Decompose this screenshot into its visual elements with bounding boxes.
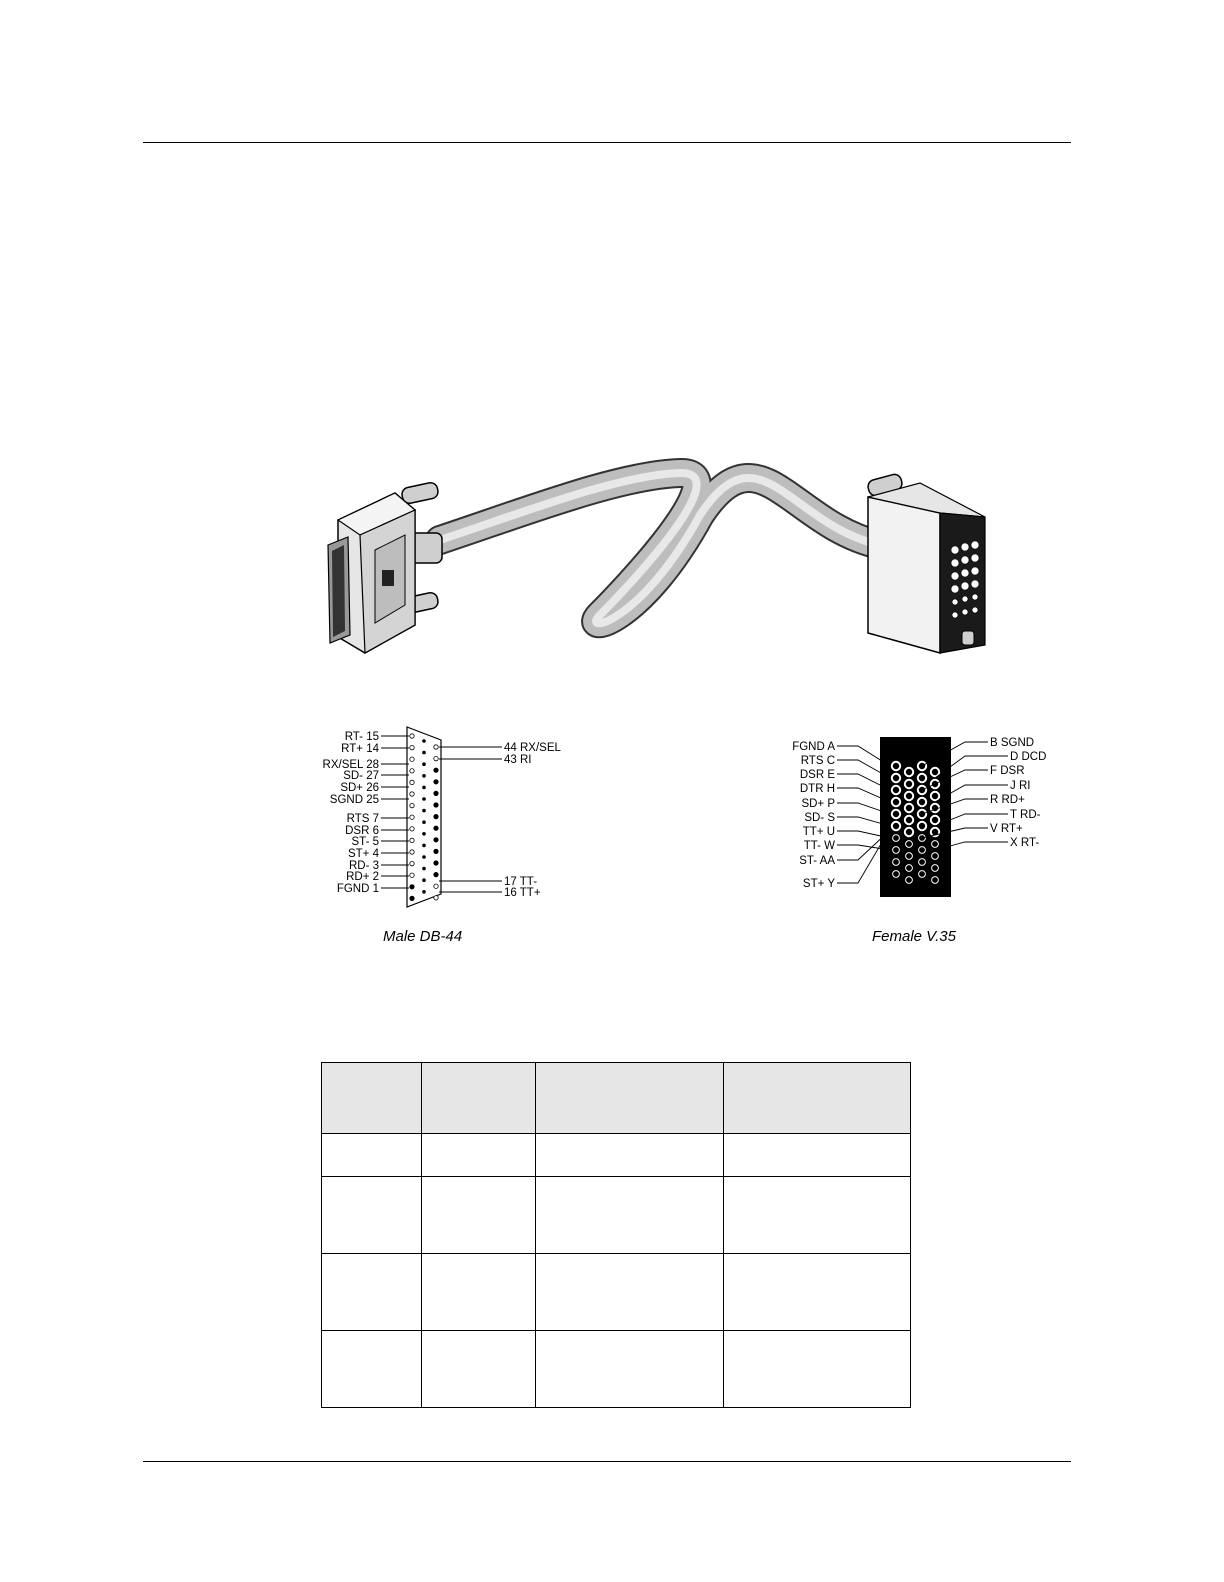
db44-pin [410,757,414,761]
table-cell [322,1177,422,1254]
v35-right-label: F DSR [990,765,1025,777]
v35-socket [893,859,900,866]
db44-left-label: FGND 1 [336,883,379,895]
db44-pin [434,768,438,772]
v35-socket [931,768,939,776]
db44-pin [422,739,426,743]
db44-left-label: RX/SEL 28 [322,759,379,771]
v35-socket [932,877,939,884]
db44-pin [410,861,414,865]
db44-caption: Male DB-44 [383,928,463,945]
db44-pin [434,896,438,900]
table-cell [422,1254,536,1331]
pinout-table [321,1062,911,1408]
v35-socket [905,780,913,788]
table-cell [724,1177,911,1254]
db44-pin [422,786,426,790]
db44-pin [434,780,438,784]
table-cell [422,1134,536,1177]
v35-right-label: D DCD [1010,751,1047,763]
table-row [322,1254,911,1331]
db44-right-label: 43 RI [504,754,532,766]
v35-socket [905,792,913,800]
v35-right-label: X RT- [1010,837,1040,849]
table-cell [536,1134,724,1177]
v35-left-label: SD- S [804,812,835,824]
v35-socket [918,774,926,782]
db44-pin [410,745,414,749]
v35-socket [893,847,900,854]
db44-pin [422,832,426,836]
db44-pin [422,751,426,755]
db44-pin [410,780,414,784]
v35-socket [919,859,926,866]
db44-pin [410,873,414,877]
v35-right-label: T RD- [1010,809,1041,821]
db44-pin [434,861,438,865]
v35-socket [893,871,900,878]
db44-pin [410,827,414,831]
db44-right-label: 16 TT+ [504,887,541,899]
v35-socket [905,816,913,824]
db44-left-label: SGND 25 [329,794,379,806]
db44-pin [422,820,426,824]
v35-socket [919,871,926,878]
table-cell [322,1254,422,1331]
v35-socket [892,810,900,818]
db44-pin [434,745,438,749]
db44-pin [422,878,426,882]
table-cell [724,1134,911,1177]
v35-socket [892,774,900,782]
db44-pin [422,867,426,871]
v35-socket [932,865,939,872]
db44-left-label: SD+ 26 [340,782,379,794]
db44-pin [434,791,438,795]
table-cell [724,1331,911,1408]
db44-left-label: RTS 7 [346,813,379,825]
v35-socket [906,841,913,848]
db44-pin [422,890,426,894]
db44-right-label: 44 RX/SEL [504,742,561,754]
v35-socket [906,853,913,860]
v35-pinout-diagram [770,732,1070,902]
v35-socket [932,853,939,860]
table-header-cell [422,1063,536,1134]
v35-right-label: J RI [1010,780,1031,792]
v35-socket [892,798,900,806]
db44-pin [434,838,438,842]
table-row [322,1177,911,1254]
db44-right-labels [439,742,561,899]
v35-left-label: RTS C [800,755,835,767]
table-header-cell [536,1063,724,1134]
table-header-row [322,1063,911,1134]
db44-connector-drawing [328,481,442,653]
db44-pin [434,884,438,888]
db44-left-labels [323,731,409,895]
db44-left-label: ST- 5 [351,836,379,848]
db44-pin [434,872,438,876]
table-header-cell [322,1063,422,1134]
v35-socket [918,798,926,806]
header-rule [143,142,1071,143]
v35-left-label: SD+ P [801,798,835,810]
v35-left-label: FGND A [792,741,835,753]
cable-illustration [320,455,1000,665]
v35-socket [892,822,900,830]
db44-pin [410,803,414,807]
v35-socket [892,786,900,794]
table-cell [536,1254,724,1331]
v35-left-label: DSR E [799,769,835,781]
db44-pin [434,803,438,807]
db44-left-label: ST+ 4 [347,848,379,860]
db44-pin [410,769,414,773]
db44-pin [422,797,426,801]
db44-left-label: RT- 15 [344,731,379,743]
table-cell [322,1331,422,1408]
v35-socket [931,816,939,824]
v35-left-label: DTR H [799,783,835,795]
v35-right-label: B SGND [990,737,1035,749]
v35-right-label: R RD+ [990,794,1025,806]
v35-socket [906,865,913,872]
db44-pin [410,815,414,819]
v35-socket [932,841,939,848]
v35-socket [893,835,900,842]
v35-left-label: TT+ U [802,826,835,838]
v35-socket [892,762,900,770]
db44-pin [422,855,426,859]
db44-pin [410,885,414,889]
v35-connector-drawing [867,473,985,653]
table-row [322,1331,911,1408]
v35-right-label: V RT+ [990,823,1023,835]
v35-face [880,737,951,897]
db44-pin [422,774,426,778]
db44-pin [434,756,438,760]
v35-socket [905,768,913,776]
v35-left-label: ST+ Y [802,878,835,890]
table-cell [422,1331,536,1408]
db44-pin [410,734,414,738]
footer-rule [143,1461,1071,1462]
table-cell [322,1134,422,1177]
table-header-cell [724,1063,911,1134]
db44-pin [422,844,426,848]
v35-socket [931,792,939,800]
db44-pin [422,762,426,766]
table-cell [422,1177,536,1254]
db44-pin [434,814,438,818]
db44-left-label: RT+ 14 [341,743,379,755]
table-cell [536,1331,724,1408]
db44-pinout-diagram [250,722,580,922]
db44-pin [410,896,414,900]
v35-caption: Female V.35 [872,928,956,945]
v35-socket [905,828,913,836]
table-row [322,1134,911,1177]
db44-right-label: 17 TT- [504,876,538,888]
db44-pin [434,826,438,830]
db44-pin [422,809,426,813]
db44-pin [410,792,414,796]
v35-left-label: TT- W [803,840,835,852]
v35-left-label: ST- AA [799,855,835,867]
db44-left-label: SD- 27 [343,770,379,782]
db44-left-label: RD- 3 [348,860,379,872]
v35-socket [918,822,926,830]
table-cell [536,1177,724,1254]
db44-pin [410,850,414,854]
v35-left-labels [792,741,890,890]
db44-left-label: RD+ 2 [346,871,379,883]
v35-socket [906,877,913,884]
db44-left-label: DSR 6 [345,825,379,837]
db44-pin [410,838,414,842]
v35-socket [919,847,926,854]
db44-pin [434,849,438,853]
v35-socket [905,804,913,812]
table-cell [724,1254,911,1331]
